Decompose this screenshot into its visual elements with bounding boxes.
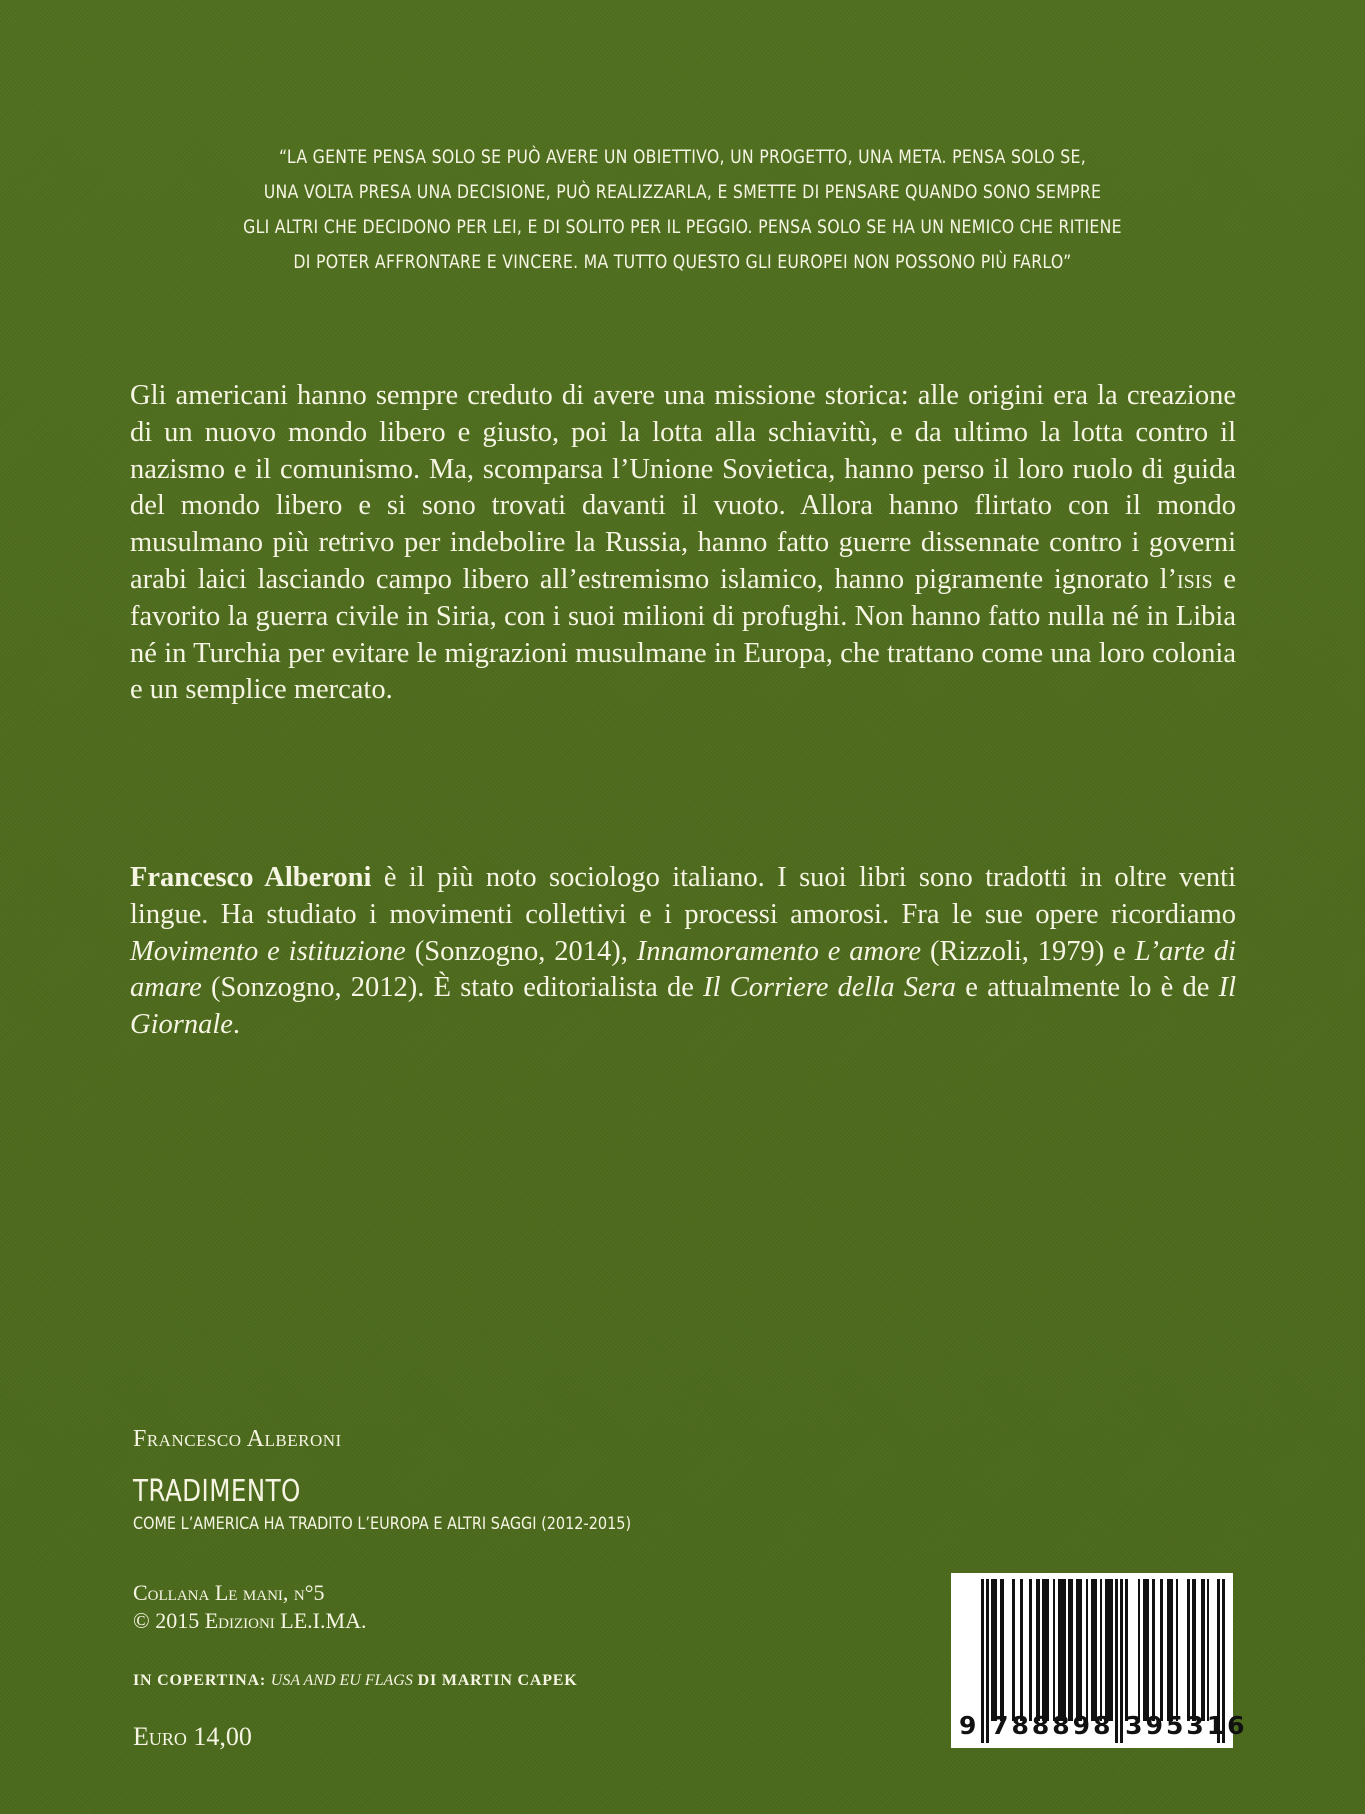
bio-work-title: Innamoramento e amore [636, 935, 922, 967]
series-info: Collana Le mani, n°5 [133, 1580, 325, 1605]
credits-author: Francesco Alberoni [133, 1426, 342, 1452]
bio-text: (Rizzoli, 1979) e [921, 935, 1135, 967]
bio-text: è il più noto sociologo italiano. I suoi libri sono tradotti in oltre venti lingue. Ha studiato i movimenti collettivi e i processi amorosi. Fra le sue opere ricordiamo [130, 862, 1237, 930]
bio-work-title: Movimento e istituzione [130, 935, 406, 967]
bio-text: e attualmente lo è de [956, 972, 1219, 1004]
synopsis-text-part1: Gli americani hanno sempre creduto di avere una missione storica: alle origini era la creazione di un nuovo mondo libero e giusto, poi la lotta alla schiavitù, e da ultimo la lotta contro il nazismo e il comunismo. Ma, scomparsa l’Unione Sovietica, hanno perso il loro ruolo di guida del mondo libero e si sono trovati davanti il vuoto. Allora hanno flirtato con il mondo musulmano più retrivo per indebolire la Russia, hanno fatto guerre dissennate contro i governi arabi laici lasciando campo libero all’estremismo islamico, hanno pigramente ignorato l’ [130, 380, 1236, 595]
copyright-notice: © 2015 Edizioni LE.I.MA. [133, 1608, 367, 1633]
quote-line: “LA GENTE PENSA SOLO SE PUÒ AVERE UN OBIETTIVO, UN PROGETTO, UNA META. PENSA SOLO SE, [279, 146, 1086, 168]
isbn-digits: 9 788898 395316 [959, 1711, 1248, 1740]
synopsis-text-part2: e favorito la guerra civile in Siria, con i suoi milioni di profughi. Non hanno fatto nulla né in Libia né in Turchia per evitare le migrazioni musulmane in Europa, che trattano come una loro colonia e un semplice mercato. [130, 563, 1237, 706]
cover-artwork-title: USA AND EU FLAGS [270, 1672, 413, 1689]
quote-line: GLI ALTRI CHE DECIDONO PER LEI, E DI SOLITO PER IL PEGGIO. PENSA SOLO SE HA UN NEMICO CHE RITIENE [243, 216, 1122, 238]
cover-credit-artist: DI MARTIN CAPEK [412, 1672, 578, 1689]
book-subtitle: COME L’AMERICA HA TRADITO L’EUROPA E ALTRI SAGGI (2012-2015) [133, 1514, 632, 1534]
bio-newspaper-title: Il Giornale [130, 972, 1236, 1041]
cover-credit [133, 1672, 578, 1690]
bio-text: (Sonzogno, 2012). È stato editorialista de [201, 972, 704, 1004]
synopsis-isis: isis [1177, 563, 1213, 595]
synopsis-paragraph [130, 378, 1236, 709]
cover-credit-prefix: IN COPERTINA: [133, 1672, 271, 1689]
bio-newspaper-title: Il Corriere della Sera [703, 972, 957, 1004]
barcode-bars-graphic [981, 1579, 1225, 1721]
book-title: TRADIMENTO [133, 1474, 301, 1509]
isbn-barcode [951, 1573, 1248, 1748]
price: Euro 14,00 [133, 1722, 252, 1751]
bio-author-name: Francesco Alberoni [130, 862, 372, 893]
quote-line: DI POTER AFFRONTARE E VINCERE. MA TUTTO QUESTO GLI EUROPEI NON POSSONO PIÙ FARLO” [293, 251, 1072, 273]
back-cover-quote [174, 140, 1191, 280]
author-bio-paragraph [130, 860, 1236, 1044]
quote-line: UNA VOLTA PRESA UNA DECISIONE, PUÒ REALIZZARLA, E SMETTE DI PENSARE QUANDO SONO SEMPRE [263, 181, 1102, 203]
bio-text: (Sonzogno, 2014), [405, 935, 637, 967]
bio-work-title: L’arte di amare [130, 935, 1236, 1004]
bio-text: . [232, 1009, 241, 1041]
